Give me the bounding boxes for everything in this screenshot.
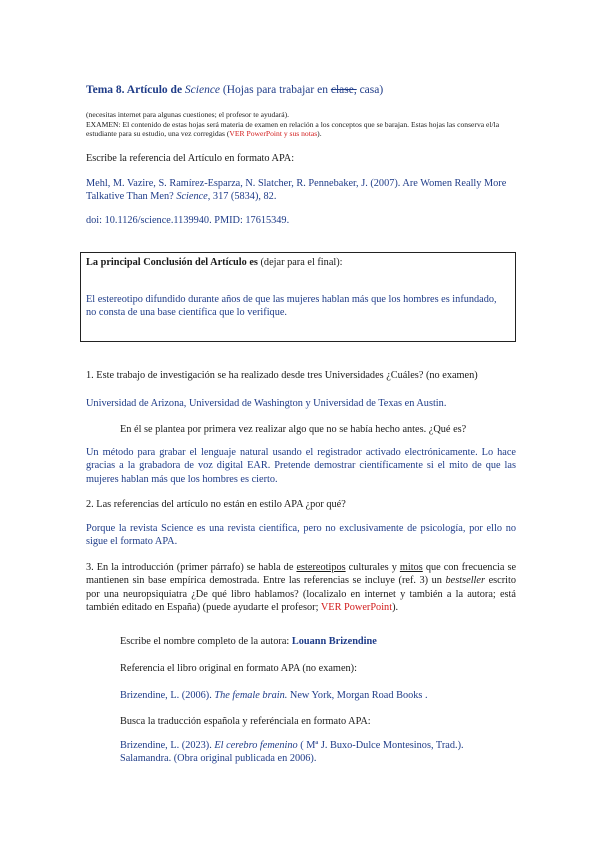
title-struck: clase, xyxy=(330,84,357,96)
author-answer: Louann Brizendine xyxy=(291,636,377,647)
reference-prompt: Escribe la referencia del Artículo en formato APA: xyxy=(86,153,295,164)
book-reference xyxy=(120,689,516,702)
title-italic: Science xyxy=(184,84,221,96)
reference-journal: Science xyxy=(176,191,208,203)
trans-ref-author: Brizendine, L. (2023). xyxy=(120,740,212,751)
conclusion-label-bold: La principal Conclusión del Artículo es xyxy=(86,257,258,268)
reference-volume: , 317 (5834), 82. xyxy=(207,191,277,203)
title-bold: Tema 8. Artículo de xyxy=(86,84,183,96)
q3-powerpoint-note: VER PowerPoint xyxy=(320,602,393,614)
page-title xyxy=(86,84,516,96)
q1-sub-question: En él se plantea por primera vez realizar algo que no se había hecho antes. ¿Qué es? xyxy=(120,424,467,435)
book-ref-author: Brizendine, L. (2006). xyxy=(120,690,212,701)
exam-text: El contenido de estas hojas será materia de examen en relación a los conceptos que se barajan. Estas hojas las conserva el/la estudiante para su estudio, una vez corregidas xyxy=(86,119,500,139)
notes-block xyxy=(86,110,516,139)
q3-part4: escrito por una neuropsiquiatra ¿De qué libro hablamos? (localizalo en internet y también a la autora; está también editado en España) (puede ayudarte el profesor; xyxy=(86,575,517,614)
q1-answer: Universidad de Arizona, Universidad de Washington y Universidad de Texas en Austin. xyxy=(86,398,447,409)
q3-mitos: mitos xyxy=(399,562,423,573)
q1-question: 1. Este trabajo de investigación se ha realizado desde tres Universidades ¿Cuáles? (no examen) xyxy=(86,370,478,381)
reference-doi: doi: 10.1126/science.1139940. PMID: 17615349. xyxy=(86,215,290,226)
conclusion-box xyxy=(80,252,516,342)
reference-authors: Mehl, M. Vazire, S. Ramírez-Esparza, N. Slatcher, R. Pennebaker, J. (2007). Are Women Really More Talkative Than Men? xyxy=(86,178,507,203)
title-close: casa) xyxy=(359,84,384,96)
q3-part2: culturales y xyxy=(348,562,397,573)
conclusion-label xyxy=(86,256,509,269)
q3-question xyxy=(86,561,516,615)
q3-estereotipos: estereotipos xyxy=(296,562,346,573)
translation-reference xyxy=(120,739,516,766)
reference-answer xyxy=(86,177,516,204)
trans-ref-title: El cerebro femenino xyxy=(214,740,298,751)
q3-part3: que con frecuencia se mantienen sin base empírica demostrada. Entre las referencias se incluye (ref. 3) un xyxy=(86,562,517,587)
q2-question: 2. Las referencias del artículo no están en estilo APA ¿por qué? xyxy=(86,499,346,510)
book-ref-title: The female brain. xyxy=(214,690,288,701)
exam-open: ( xyxy=(226,129,230,139)
q2-answer: Porque la revista Science es una revista científica, pero no exclusivamente de psicología, por ello no sigue el formato APA. xyxy=(86,523,516,548)
notes-line1: (necesitas internet para algunas cuestiones; el profesor te ayudará). xyxy=(86,110,290,119)
exam-note xyxy=(86,120,516,139)
powerpoint-note: VER PowerPoint y sus notas xyxy=(229,129,318,139)
q3-bestseller: bestseller xyxy=(445,575,485,587)
author-prompt: Escribe el nombre completo de la autora: xyxy=(120,636,290,647)
conclusion-answer: El estereotipo difundido durante años de que las mujeres hablan más que los hombres es infundado, no consta de una base científica que lo verifique. xyxy=(86,294,497,319)
book-prompt: Referencia el libro original en formato APA (no examen): xyxy=(120,663,357,674)
author-line xyxy=(120,635,516,648)
q3-part1: 3. En la introducción (primer párrafo) se habla de xyxy=(86,562,294,573)
title-open: (Hojas para trabajar en xyxy=(222,84,328,96)
q3-part5: ). xyxy=(392,602,399,614)
translation-prompt: Busca la traducción española y referénciala en formato APA: xyxy=(120,716,371,727)
exam-close: ). xyxy=(317,129,322,139)
trans-ref-rest: ( Mª J. Buxo-Dulce Montesinos, Trad.). Salamandra. (Obra original publicada en 2006). xyxy=(120,740,464,765)
book-ref-publisher: New York, Morgan Road Books . xyxy=(289,690,428,701)
conclusion-label-rest: (dejar para el final): xyxy=(260,257,343,268)
q1-sub-answer: Un método para grabar el lenguaje natural usando el registrador activado electrónicamente. Lo hace gracias a la grabadora de voz digital EAR. Pretende demostrar científicamente si el mito de que las mujeres hablan más que los hombres es cierto. xyxy=(86,447,516,485)
exam-label: EXAMEN: xyxy=(86,119,121,129)
